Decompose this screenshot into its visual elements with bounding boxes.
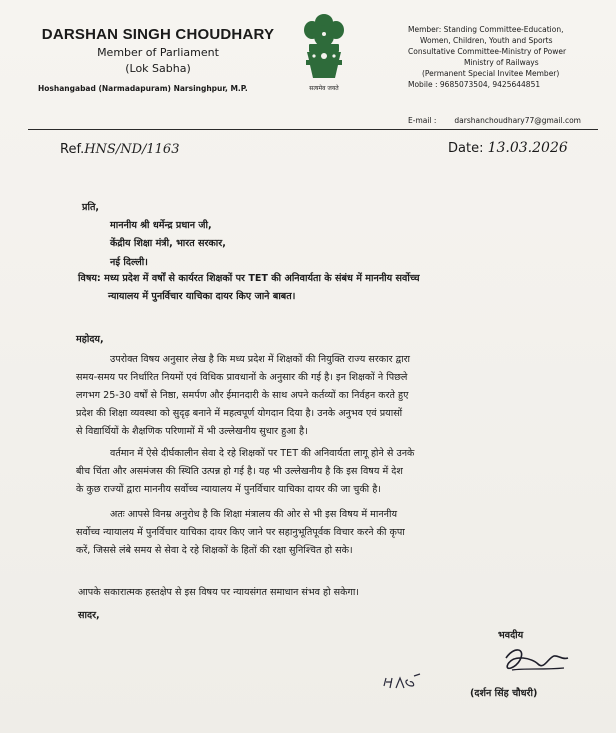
para-2-line-3: के कुछ राज्यों द्वारा माननीय सर्वोच्च न्यायालय में पुनर्विचार याचिका दायर की जा चुकी है। bbox=[76, 484, 381, 495]
member-line-5: (Permanent Special Invitee Member) bbox=[422, 69, 560, 78]
para-1-line-2: समय-समय पर निर्धारित नियमों एवं विधिक प्रावधानों के अनुसार की गई है। इन शिक्षकों ने पिछले bbox=[76, 372, 408, 383]
mp-name: DARSHAN SINGH CHOUDHARY bbox=[41, 26, 275, 43]
email-row bbox=[408, 116, 581, 125]
member-line-3: Consultative Committee-Ministry of Power bbox=[408, 47, 567, 56]
ashoka-emblem-icon bbox=[298, 8, 350, 96]
header-divider bbox=[28, 129, 598, 130]
addressee-line-2: केंद्रीय शिक्षा मंत्री, भारत सरकार, bbox=[110, 238, 226, 249]
member-line-4: Ministry of Railways bbox=[464, 58, 539, 67]
reference-label: Ref. bbox=[60, 142, 85, 157]
member-info bbox=[408, 24, 604, 90]
subject-line-2: न्यायालय में पुनर्विचार याचिका दायर किए जाने बाबत। bbox=[108, 291, 296, 302]
mobile-value: 9685073504, 9425644851 bbox=[439, 80, 541, 89]
salutation-to: प्रति, bbox=[82, 202, 100, 213]
para-3-line-3: करें, जिससे लंबे समय से सेवा दे रहे शिक्षकों के हितों की रक्षा सुनिश्चित हो सके। bbox=[76, 545, 353, 556]
closing-line: आपके सकारात्मक हस्तक्षेप से इस विषय पर न्यायसंगत समाधान संभव हो सकेगा। bbox=[78, 587, 360, 598]
mobile-row bbox=[408, 79, 604, 90]
para-1-line-4: प्रदेश की शिक्षा व्यवस्था को सुदृढ़ बनाने में महत्वपूर्ण योगदान दिया है। उनके अनुभव एवं प्रयासों bbox=[76, 408, 403, 419]
para-2-line-2: बीच चिंता और असमंजस की स्थिति उत्पन्न हो गई है। यह भी उल्लेखनीय है कि इस विषय में देश bbox=[76, 466, 403, 477]
para-2-line-1: वर्तमान में ऐसे दीर्घकालीन सेवा दे रहे शिक्षकों पर TET की अनिवार्यता लागू होने से उनके bbox=[110, 448, 415, 459]
member-line-2: Women, Children, Youth and Sports bbox=[420, 36, 553, 45]
yours-faithfully: भवदीय bbox=[498, 630, 524, 641]
mp-designation: Member of Parliament bbox=[97, 46, 219, 59]
date bbox=[448, 140, 568, 156]
letterhead-left bbox=[38, 26, 278, 93]
mp-constituency: Hoshangabad (Narmadapuram) Narsinghpur, M.P. bbox=[38, 84, 248, 93]
regards: सादर, bbox=[78, 610, 100, 621]
subject-line-1: विषय: मध्य प्रदेश में वर्षों से कार्यरत शिक्षकों पर TET की अनिवार्यता के संबंध में माननीय सर्वोच्च bbox=[78, 273, 420, 284]
mp-house: (Lok Sabha) bbox=[125, 62, 191, 75]
reference bbox=[60, 142, 179, 157]
date-value: 13.03.2026 bbox=[487, 140, 568, 156]
para-1-line-3: लगभग 25-30 वर्षों से निष्ठा, समर्पण और ईमानदारी के साथ अपने कर्तव्यों का निर्वहन करते हुए bbox=[76, 390, 409, 401]
reference-number: HNS/ND/1163 bbox=[84, 142, 180, 157]
handwritten-initials bbox=[380, 668, 424, 696]
para-1-line-1: उपरोक्त विषय अनुसार लेख है कि मध्य प्रदेश में शिक्षकों की नियुक्ति राज्य सरकार द्वारा bbox=[110, 354, 411, 365]
emblem-caption: सत्यमेव जयते bbox=[309, 85, 339, 92]
addressee-line-1: माननीय श्री धर्मेन्द्र प्रधान जी, bbox=[110, 220, 212, 231]
email-label: E-mail : bbox=[408, 116, 437, 125]
date-label: Date: bbox=[448, 141, 484, 156]
emblem-logo bbox=[298, 8, 350, 96]
email-value: darshanchoudhary77@gmail.com bbox=[454, 116, 581, 125]
greeting: महोदय, bbox=[76, 334, 104, 345]
para-3-line-2: सर्वोच्च न्यायालय में पुनर्विचार याचिका दायर किए जाने पर सहानुभूतिपूर्वक विचार करने की कृपा bbox=[76, 527, 405, 538]
mobile-label: Mobile : bbox=[408, 80, 438, 89]
signatory-name: (दर्शन सिंह चौधरी) bbox=[470, 688, 538, 699]
para-3-line-1: अतः आपसे विनम्र अनुरोध है कि शिक्षा मंत्रालय की ओर से भी इस विषय में माननीय bbox=[110, 509, 398, 520]
addressee-line-3: नई दिल्ली। bbox=[110, 257, 148, 268]
member-line-1: Member: Standing Committee-Education, bbox=[408, 25, 564, 34]
handwritten-signature bbox=[492, 628, 572, 686]
para-1-line-5: से विद्यार्थियों के शैक्षणिक परिणामों में भी उल्लेखनीय सुधार हुआ है। bbox=[76, 426, 308, 437]
